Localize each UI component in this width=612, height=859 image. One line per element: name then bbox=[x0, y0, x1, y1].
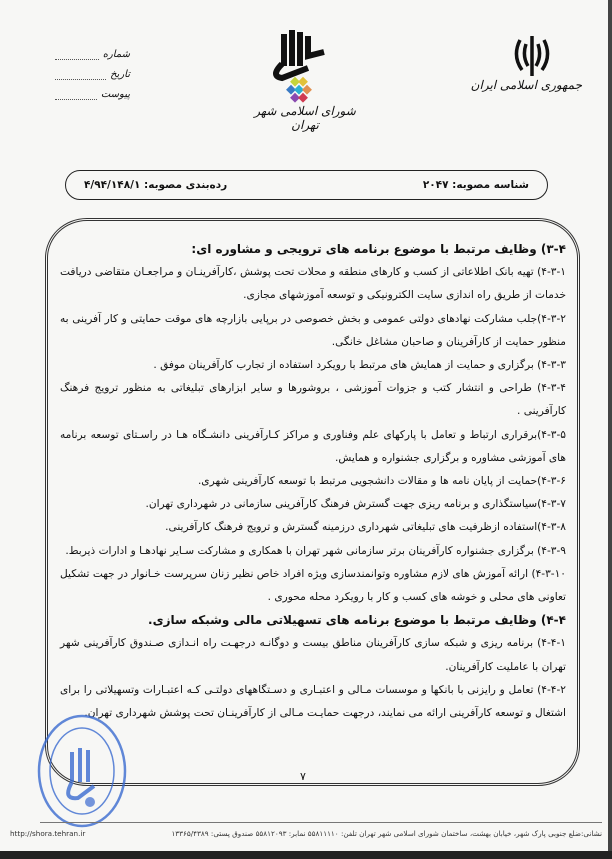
date-label: تاریخ bbox=[110, 69, 130, 80]
section-heading: ۴-۴) وظایف مرتبط با موضوع برنامه های تسهیلاتی مالی وشبکه سازی. bbox=[148, 613, 566, 628]
scan-edge bbox=[0, 851, 612, 859]
republic-name: جمهوری اسلامی ایران bbox=[470, 78, 582, 92]
list-item: ۴-۳-۱) تهیه بانک اطلاعاتی از کسب و کارهای منطقه و محلات تحت پوشش ،کارآفرینـان و مراجعـان متقاضی دریافت خدمات از طریق راه اندازی سایت الکترونیکی و توسعه آموزشهای مجازی. bbox=[60, 266, 566, 302]
list-item: ۴-۳-۹) برگزاری جشنواره کارآفرینان برتر سازمانی شهر تهران با همکاری و مشارکت سـایر نهادهـا و ادارات ذیربط. bbox=[65, 544, 566, 557]
list-item: ۴-۴-۲) تعامل و رایزنی با بانکها و موسسات مـالی و اعتبـاری و دسـتگاههای دولتـی کـه اعتبـارات وتسهیلاتی را برای اشتغال و توسعه کارآفرینی ارائه می نمایند، درجهت حمایـت مـالی از کارآفرینـان تحت پوشش شهرداری تهران. bbox=[60, 683, 566, 720]
scan-edge bbox=[608, 0, 612, 859]
list-item: ۴-۳-۶)حمایت از پایان نامه ها و مقالات دانشجویی مرتبط با توسعه کارآفرینی شهری. bbox=[197, 475, 566, 488]
iran-emblem-icon bbox=[510, 32, 554, 82]
resolution-classification: رده‌بندی مصوبه: ۴/۹۴/۱۴۸/۱ bbox=[84, 179, 228, 191]
page-number: ۷ bbox=[300, 770, 306, 783]
footer-website[interactable]: http://shora.tehran.ir bbox=[10, 829, 86, 838]
letter-meta bbox=[55, 40, 130, 100]
list-item: ۴-۳-۲)جلب مشارکت نهادهای دولتی عمومی و بخش خصوصی در برپایی بازارچه های موقت حمایتی و کار آفرینی به منظور حمایت از کارآفرینان و صاحبان مشاغل خانگی. bbox=[60, 312, 566, 348]
council-name: شورای اسلامی شهر تهران bbox=[254, 104, 356, 132]
footer-divider bbox=[40, 822, 602, 823]
council-logo-icon bbox=[262, 26, 332, 106]
list-item: ۴-۴-۱) برنامه ریزی و شبکه سازی کارآفرینان مناطق بیست و دوگانـه درجهـت راه انـدازی صـندوق کارآفرینی شهر تهران با عاملیت کارآفرینان. bbox=[60, 637, 566, 673]
number-label: شماره bbox=[102, 49, 130, 60]
attachment-label: پیوست bbox=[100, 89, 130, 100]
resolution-id-box bbox=[65, 170, 548, 200]
list-item: ۴-۳-۴) طراحی و انتشار کتب و جزوات آموزشی ، بروشورها و سایر ابزارهای تبلیغاتی به منظور ترویج فرهنگ کارآفرینی . bbox=[60, 382, 566, 418]
footer-address: نشانی:ضلع جنوبی پارک شهر، خیابان بهشت، ساختمان شورای اسلامی شهر تهران تلفن: ۵۵۸۱۱۱۱۰ نمابر: ۵۵۸۱۲۰۹۳ صندوق پستی: ۱۳۳۶۵/۴۳۸۹ bbox=[171, 829, 602, 838]
section-heading: ۳-۴) وظایف مرتبط با موضوع برنامه های ترویجی و مشاوره ای: bbox=[191, 242, 566, 256]
list-item: ۴-۳-۳) برگزاری و حمایت از همایش های مرتبط با رویکرد استفاده از تجارب کارآفرینان موفق . bbox=[153, 359, 566, 372]
resolution-id: شناسه مصوبه: ۲۰۴۷ bbox=[422, 179, 529, 191]
list-item: ۴-۳-۵)برقراری ارتباط و تعامل با پارکهای علم وفناوری و مراکز کـارآفرینی دانشـگاه هـا در راسـتای توسعه برنامه های آموزشی مشاوره و برگزاری جشنواره و همایش. bbox=[60, 428, 566, 464]
council-stamp-icon bbox=[36, 712, 128, 830]
document-body bbox=[60, 238, 566, 725]
list-item: ۴-۳-۸)استفاده ازظرفیت های تبلیغاتی شهرداری درزمینه گسترش و ترویج فرهنگ کارآفرینی. bbox=[165, 521, 566, 534]
list-item: ۴-۳-۱۰) ارائه آموزش های لازم مشاوره وتوانمندسازی ویژه افراد خاص نظیر زنان سرپرست خـانوار در جهت تشکیل تعاونی های محلی و خوشه های کسب و کار با رویکرد محله محوری . bbox=[60, 567, 566, 604]
list-item: ۴-۳-۷)سیاستگذاری و برنامه ریزی جهت گسترش فرهنگ کارآفرینی سازمانی در شهرداری تهران. bbox=[145, 498, 566, 511]
footer bbox=[10, 829, 602, 838]
